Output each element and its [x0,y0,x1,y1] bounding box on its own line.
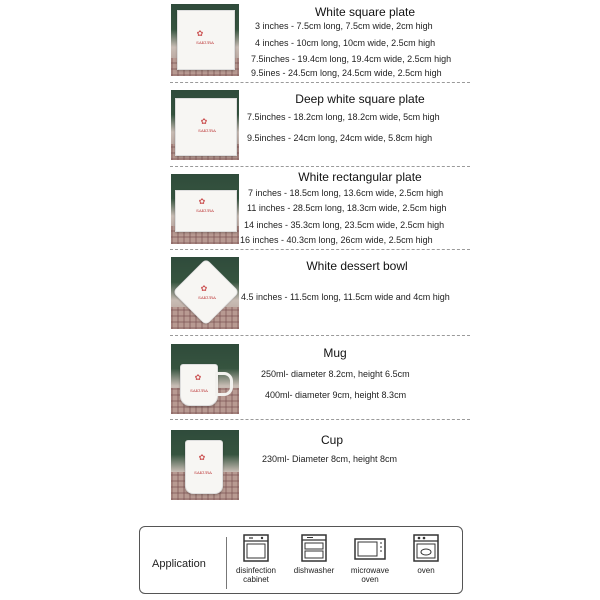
divider [170,82,470,83]
dishwasher-icon [299,533,329,563]
oven-icon [411,533,441,563]
cup-photo: ✿ SAKURA [171,430,239,500]
product-spec: 7.5inches - 18.2cm long, 18.2cm wide, 5cm high [247,112,440,122]
product-title: Deep white square plate [295,92,425,106]
product-spec: 3 inches - 7.5cm long, 7.5cm wide, 2cm high [255,21,433,31]
divider [170,335,470,336]
white-dessert-bowl-photo: ✿ SAKURA [171,257,239,329]
product-logo: SAKURA [196,40,214,45]
product-spec: 16 inches - 40.3cm long, 26cm wide, 2.5cm high [240,235,433,245]
product-spec: 4.5 inches - 11.5cm long, 11.5cm wide and 4cm high [241,292,450,302]
deep-white-square-plate-photo: ✿ SAKURA [171,90,239,160]
product-spec: 400ml- diameter 9cm, height 8.3cm [265,390,407,400]
application-item-label: disinfection [235,566,277,575]
application-item-microwave-oven [338,533,402,584]
product-spec: 230ml- Diameter 8cm, height 8cm [262,454,398,464]
application-item-dishwasher [282,533,346,575]
product-logo: SAKURA [198,128,216,133]
product-title: Cup [320,433,343,447]
white-rectangular-plate-photo: ✿ SAKURA [171,174,239,244]
product-title: White rectangular plate [298,170,422,184]
product-logo: SAKURA [194,470,212,475]
product-spec: 250ml- diameter 8.2cm, height 6.5cm [261,369,410,379]
application-item-label: dishwasher [293,566,335,575]
product-spec: 9.5ines - 24.5cm long, 24.5cm wide, 2.5cm high [251,68,442,78]
disinfection-cabinet-icon [241,533,271,563]
application-item-label: microwave [350,566,390,575]
application-item-oven [394,533,458,575]
application-item-label: oven [361,575,379,584]
divider [170,419,470,420]
product-title: White square plate [314,5,416,19]
mug-photo: ✿ SAKURA [171,344,239,414]
white-square-plate-photo: ✿ SAKURA [171,4,239,76]
product-logo: SAKURA [198,295,216,300]
divider [170,166,470,167]
application-panel [139,526,463,594]
product-logo: SAKURA [190,388,208,393]
product-spec: 11 inches - 28.5cm long, 18.3cm wide, 2.5cm high [247,203,447,213]
product-spec: 7 inches - 18.5cm long, 13.6cm wide, 2.5cm high [248,188,444,198]
application-item-label: cabinet [243,575,269,584]
product-title: White dessert bowl [306,259,408,273]
application-item-disinfection-cabinet [224,533,288,584]
application-label: Application [152,558,206,570]
divider [170,249,470,250]
product-logo: SAKURA [196,208,214,213]
product-spec: 4 inches - 10cm long, 10cm wide, 2.5cm high [255,38,436,48]
product-title: Mug [323,346,347,360]
product-spec: 14 inches - 35.3cm long, 23.5cm wide, 2.5cm high [244,220,445,230]
product-spec: 7.5inches - 19.4cm long, 19.4cm wide, 2.5cm high [251,54,452,64]
microwave-oven-icon [353,533,387,563]
product-spec: 9.5inches - 24cm long, 24cm wide, 5.8cm high [247,133,433,143]
application-item-label: oven [417,566,435,575]
